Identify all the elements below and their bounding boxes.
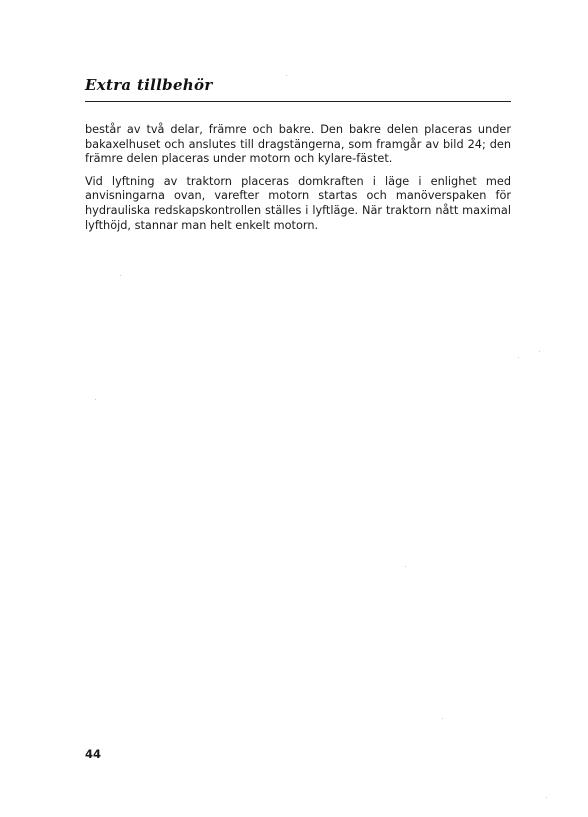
section-title: Extra tillbehör <box>85 76 213 94</box>
scan-speck <box>518 357 519 358</box>
header-divider <box>85 101 511 102</box>
scan-speck <box>442 718 443 719</box>
scan-speck <box>546 797 547 798</box>
scan-speck <box>405 566 406 567</box>
paragraph: Vid lyftning av traktorn placeras domkraften i läge i enlighet med anvisningarna ovan, varefter motorn startas och manöverspaken för hydrauliska redskapskontrollen ställes i lyftläge. När traktorn nått maximal lyfthöjd, stannar man helt enkelt motorn. <box>85 174 511 232</box>
page-header <box>85 76 511 102</box>
paragraph: består av två delar, främre och bakre. Den bakre delen placeras under bakaxelhuset och anslutes till dragstängerna, som framgår av bild 24; den främre delen placeras under motorn och kylare-fästet. <box>85 123 511 166</box>
scan-speck <box>539 351 540 352</box>
page-number: 44 <box>85 747 102 761</box>
scan-speck <box>95 399 96 400</box>
scan-speck <box>120 275 121 276</box>
body-text <box>85 123 511 241</box>
scan-speck <box>286 75 287 76</box>
